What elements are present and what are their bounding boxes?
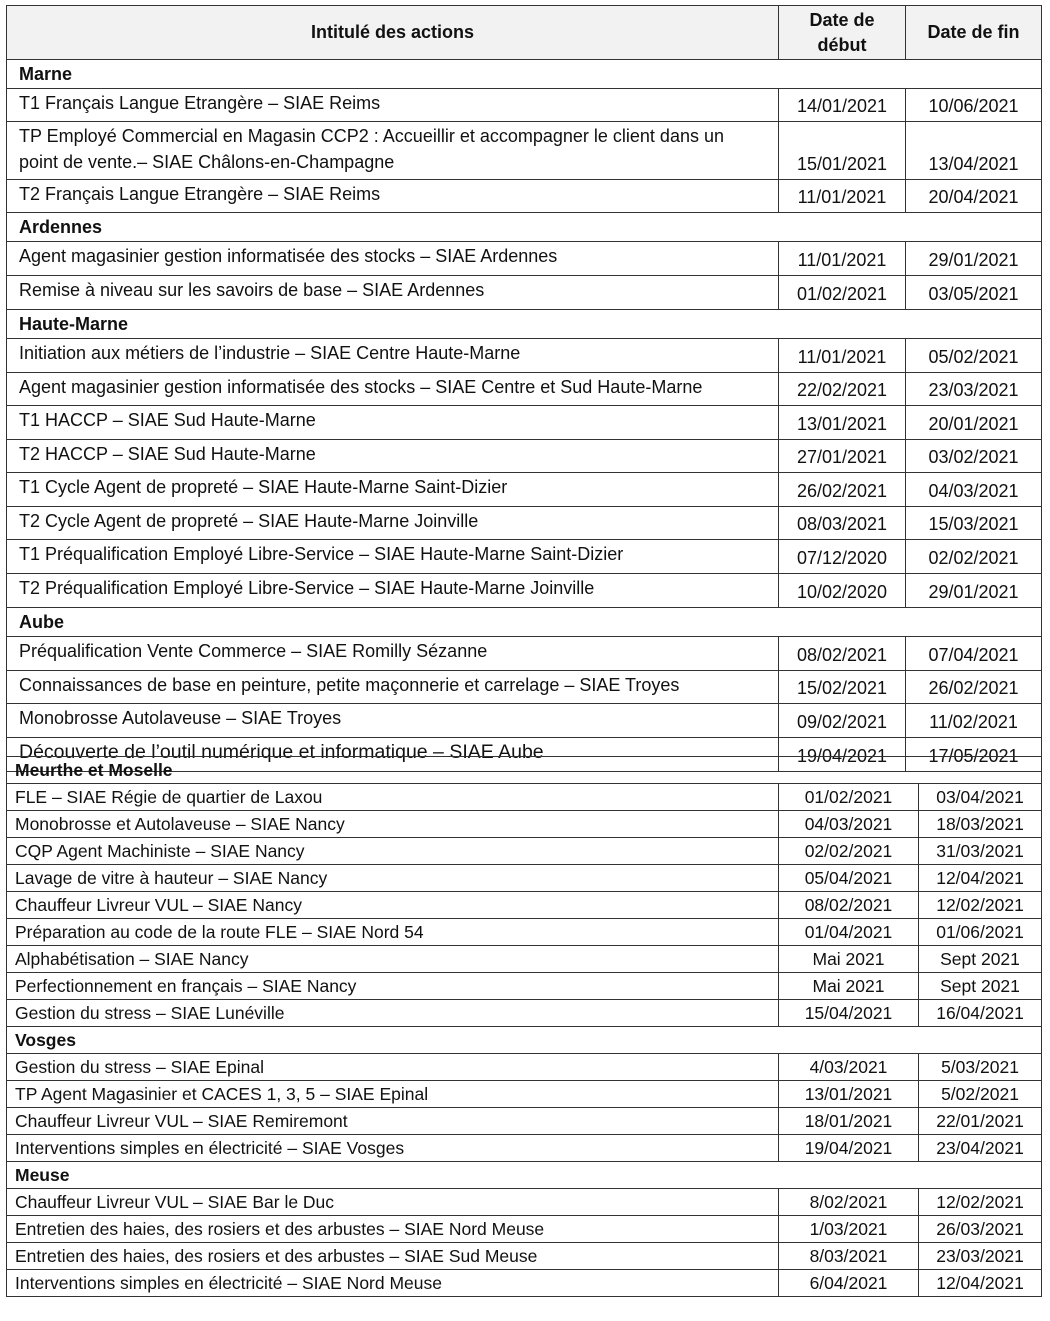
table-row [7,838,1042,865]
end-date: 26/02/2021 [906,671,1042,704]
start-date: 04/03/2021 [779,811,919,838]
table-row [7,1108,1042,1135]
end-date: 16/04/2021 [919,1000,1042,1027]
table-row [7,89,1042,122]
end-date: 22/01/2021 [919,1108,1042,1135]
action-title: Agent magasinier gestion informatisée des stocks – SIAE Ardennes [7,242,779,276]
action-title: Connaissances de base en peinture, petite maçonnerie et carrelage – SIAE Troyes [7,671,779,704]
end-date: 03/05/2021 [906,276,1042,310]
action-title: Interventions simples en électricité – SIAE Nord Meuse [7,1270,779,1297]
start-date: 11/01/2021 [779,180,906,213]
table-row [7,784,1042,811]
end-date: 02/02/2021 [906,540,1042,574]
start-date: 18/01/2021 [779,1108,919,1135]
action-title: T1 HACCP – SIAE Sud Haute-Marne [7,406,779,440]
start-date: 19/04/2021 [779,738,906,772]
section-row-aube [7,608,1042,637]
end-date: 11/02/2021 [906,704,1042,738]
action-title: Remise à niveau sur les savoirs de base – SIAE Ardennes [7,276,779,310]
section-title: Aube [7,608,1042,637]
end-date: 05/02/2021 [906,339,1042,373]
action-title: Chauffeur Livreur VUL – SIAE Remiremont [7,1108,779,1135]
end-date: 12/04/2021 [919,1270,1042,1297]
table-row [7,1189,1042,1216]
start-date: 19/04/2021 [779,1135,919,1162]
table-row [7,1054,1042,1081]
table-row [7,440,1042,473]
end-date: 15/03/2021 [906,507,1042,540]
start-date: 22/02/2021 [779,373,906,406]
start-date: 08/02/2021 [779,892,919,919]
table-row [7,507,1042,540]
action-title: CQP Agent Machiniste – SIAE Nancy [7,838,779,865]
table-row [7,1270,1042,1297]
end-date: 20/04/2021 [906,180,1042,213]
header-start-date: Date de début [779,6,906,60]
table-row [7,811,1042,838]
start-date: 27/01/2021 [779,440,906,473]
action-title: Perfectionnement en français – SIAE Nancy [7,973,779,1000]
table-row [7,946,1042,973]
table-row [7,892,1042,919]
table-row [7,1081,1042,1108]
end-date: Sept 2021 [919,946,1042,973]
end-date: 10/06/2021 [906,89,1042,122]
start-date: 4/03/2021 [779,1054,919,1081]
end-date: 20/01/2021 [906,406,1042,440]
table-row [7,242,1042,276]
start-date: 15/04/2021 [779,1000,919,1027]
table-row [7,919,1042,946]
action-title: TP Employé Commercial en Magasin CCP2 : Accueillir et accompagner le client dans un point de vente.– SIAE Châlons-en-Champagne [7,122,779,180]
end-date: 26/03/2021 [919,1216,1042,1243]
section-title: Haute-Marne [7,310,1042,339]
table-row [7,122,1042,180]
start-date: 15/02/2021 [779,671,906,704]
table-row [7,973,1042,1000]
end-date: 04/03/2021 [906,473,1042,507]
table-row [7,339,1042,373]
table-row [7,406,1042,440]
end-date: 17/05/2021 [906,738,1042,772]
start-date: 08/03/2021 [779,507,906,540]
bottom-table-body [7,757,1042,1297]
action-title: Agent magasinier gestion informatisée des stocks – SIAE Centre et Sud Haute-Marne [7,373,779,406]
table-row [7,1216,1042,1243]
action-title: Préparation au code de la route FLE – SIAE Nord 54 [7,919,779,946]
start-date: 11/01/2021 [779,242,906,276]
start-date: 11/01/2021 [779,339,906,373]
end-date: 31/03/2021 [919,838,1042,865]
end-date: 12/04/2021 [919,865,1042,892]
action-title: FLE – SIAE Régie de quartier de Laxou [7,784,779,811]
action-title: T2 Français Langue Etrangère – SIAE Reims [7,180,779,213]
action-title: Lavage de vitre à hauteur – SIAE Nancy [7,865,779,892]
section-row-meuse [7,1162,1042,1189]
start-date: 05/04/2021 [779,865,919,892]
start-date: 14/01/2021 [779,89,906,122]
end-date: 12/02/2021 [919,1189,1042,1216]
action-title: Entretien des haies, des rosiers et des arbustes – SIAE Sud Meuse [7,1243,779,1270]
action-title: Monobrosse Autolaveuse – SIAE Troyes [7,704,779,738]
start-date: Mai 2021 [779,973,919,1000]
start-date: Mai 2021 [779,946,919,973]
table-row [7,865,1042,892]
table-row [7,540,1042,574]
end-date: 29/01/2021 [906,574,1042,608]
end-date: 03/02/2021 [906,440,1042,473]
action-title: T1 Cycle Agent de propreté – SIAE Haute-Marne Saint-Dizier [7,473,779,507]
start-date: 13/01/2021 [779,406,906,440]
section-row-marne [7,60,1042,89]
header-title: Intitulé des actions [7,6,779,60]
start-date: 26/02/2021 [779,473,906,507]
action-title: Chauffeur Livreur VUL – SIAE Nancy [7,892,779,919]
action-title: T2 HACCP – SIAE Sud Haute-Marne [7,440,779,473]
section-title: Ardennes [7,213,1042,242]
top-table-body [7,60,1042,772]
table-row [7,704,1042,738]
section-title: Vosges [7,1027,1042,1054]
start-date: 01/02/2021 [779,784,919,811]
action-title: Alphabétisation – SIAE Nancy [7,946,779,973]
end-date: 23/04/2021 [919,1135,1042,1162]
header-end-date: Date de fin [906,6,1042,60]
end-date: 5/02/2021 [919,1081,1042,1108]
end-date: 23/03/2021 [906,373,1042,406]
action-title: T2 Préqualification Employé Libre-Service – SIAE Haute-Marne Joinville [7,574,779,608]
section-row-haute-marne [7,310,1042,339]
action-title: T1 Français Langue Etrangère – SIAE Reims [7,89,779,122]
action-title: Découverte de l’outil numérique et informatique – SIAE Aube [7,738,779,772]
table-row [7,637,1042,671]
start-date: 07/12/2020 [779,540,906,574]
action-title: Monobrosse et Autolaveuse – SIAE Nancy [7,811,779,838]
actions-table-bottom [6,756,1042,1297]
section-row-meurthe-et-moselle [7,757,1042,784]
section-row-vosges [7,1027,1042,1054]
end-date: 12/02/2021 [919,892,1042,919]
start-date: 6/04/2021 [779,1270,919,1297]
section-title: Marne [7,60,1042,89]
table-row [7,671,1042,704]
start-date: 15/01/2021 [779,122,906,180]
table-row [7,1000,1042,1027]
table-row [7,574,1042,608]
start-date: 13/01/2021 [779,1081,919,1108]
action-title: Gestion du stress – SIAE Epinal [7,1054,779,1081]
table-row [7,473,1042,507]
table-row [7,373,1042,406]
end-date: 03/04/2021 [919,784,1042,811]
start-date: 8/02/2021 [779,1189,919,1216]
start-date: 01/02/2021 [779,276,906,310]
start-date: 10/02/2020 [779,574,906,608]
end-date: 5/03/2021 [919,1054,1042,1081]
actions-table-top [6,5,1042,772]
end-date: 07/04/2021 [906,637,1042,671]
section-title: Meurthe et Moselle [7,757,1042,784]
end-date: 13/04/2021 [906,122,1042,180]
section-title: Meuse [7,1162,1042,1189]
action-title: Initiation aux métiers de l’industrie – SIAE Centre Haute-Marne [7,339,779,373]
start-date: 1/03/2021 [779,1216,919,1243]
action-title: Chauffeur Livreur VUL – SIAE Bar le Duc [7,1189,779,1216]
end-date: 29/01/2021 [906,242,1042,276]
action-title: Entretien des haies, des rosiers et des arbustes – SIAE Nord Meuse [7,1216,779,1243]
start-date: 8/03/2021 [779,1243,919,1270]
action-title: Préqualification Vente Commerce – SIAE Romilly Sézanne [7,637,779,671]
end-date: 23/03/2021 [919,1243,1042,1270]
table-row [7,1243,1042,1270]
table-row [7,1135,1042,1162]
header-row [7,6,1042,60]
table-row [7,180,1042,213]
action-title: T1 Préqualification Employé Libre-Service – SIAE Haute-Marne Saint-Dizier [7,540,779,574]
section-row-ardennes [7,213,1042,242]
action-title: Gestion du stress – SIAE Lunéville [7,1000,779,1027]
action-title: TP Agent Magasinier et CACES 1, 3, 5 – SIAE Epinal [7,1081,779,1108]
start-date: 02/02/2021 [779,838,919,865]
table-row [7,276,1042,310]
action-title: T2 Cycle Agent de propreté – SIAE Haute-Marne Joinville [7,507,779,540]
end-date: 18/03/2021 [919,811,1042,838]
action-title: Interventions simples en électricité – SIAE Vosges [7,1135,779,1162]
start-date: 01/04/2021 [779,919,919,946]
end-date: Sept 2021 [919,973,1042,1000]
start-date: 08/02/2021 [779,637,906,671]
start-date: 09/02/2021 [779,704,906,738]
end-date: 01/06/2021 [919,919,1042,946]
